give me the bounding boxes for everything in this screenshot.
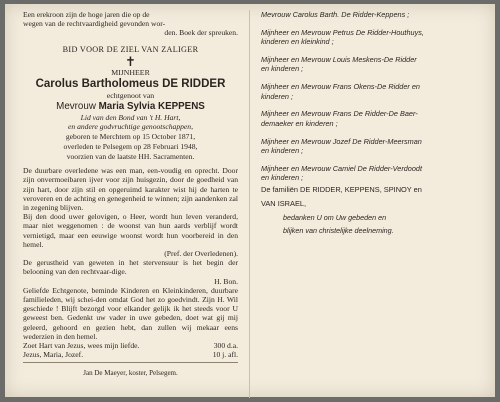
paragraph-farewell: Geliefde Echtgenote, beminde Kinderen en Kleinkinderen, duurbare familieleden, wij schei-den omdat God het zo goedvindt. Zijn H. Wil geschiede ! Blijft bezorgd voor elkander gelijk ik het steeds voor U geweest ben. Gedenkt uw vader in uwe gebeden, doet wat gij mij geleerd, gehoord en gezien hebt, dan zullen wij mekaar eens wederzien in den hemel. [23, 285, 238, 341]
cross-icon: ✝ [125, 53, 136, 69]
indulgence-days: 10 j. afl. [212, 350, 238, 360]
indulgence-text: Jezus, Maria, Jozef. [23, 350, 84, 360]
right-panel [261, 10, 483, 235]
card-fold [249, 10, 250, 398]
conscience-source: H. Bon. [214, 276, 238, 286]
opening-quote-line: Een erekroon zijn de hoge jaren die op de [23, 10, 150, 19]
indulgence-row [23, 350, 238, 359]
left-panel [23, 10, 238, 378]
honorific: MIJNHEER [111, 67, 150, 77]
mourner-line: Mijnheer en Mevrouw Louis Meskens-De Ridder [261, 55, 417, 65]
paragraph-conscience: De gerustheid van geweten in het stervensuur is het begin der belooning van den rechtvaar-dige. [23, 258, 238, 277]
mourner-entry [261, 82, 483, 101]
membership-line: en andere godvruchtige genootschappen, [68, 121, 193, 131]
spouse [23, 101, 238, 113]
mourner-line: demaeker en kinderen ; [261, 118, 338, 128]
date-line: overleden te Pelsegem op 28 Februari 1948, [63, 141, 198, 151]
spouse-prefix: Mevrouw [56, 100, 96, 112]
mourner-line: en kinderen ; [261, 145, 304, 155]
mourner-line: Mijnheer en Mevrouw Petrus De Ridder-Houthuys, [261, 27, 424, 37]
deceased-name: Carolus Bartholomeus DE RIDDER [35, 78, 226, 91]
spouse-name: Maria Sylvia KEPPENS [98, 100, 205, 112]
date-line: voorzien van de laatste HH. Sacramenten. [66, 152, 195, 162]
opening-quote-line: wegen van de rechtvaardigheid gevonden wor- [23, 19, 166, 29]
mourner-entry [261, 137, 483, 156]
indulgence-row [23, 341, 238, 350]
mourner-line: Mijnheer en Mevrouw Frans De Ridder-De Baer- [261, 109, 418, 119]
memorial-card [5, 4, 495, 397]
preface-source: (Pref. der Overledenen). [164, 249, 238, 259]
mourner-line: Mijnheer en Mevrouw Frans Okens-De Ridder en [261, 82, 420, 92]
mourner-line: Mijnheer en Mevrouw Camiel De Ridder-Verdoodt [261, 163, 423, 173]
mourner-line: en kinderen ; [261, 64, 304, 74]
indulgence-text: Zoet Hart van Jezus, wees mijn liefde. [23, 341, 140, 351]
membership-line: Lid van den Bond van 't H. Hart, [80, 112, 181, 122]
mourner-list [261, 10, 483, 182]
divider [23, 362, 238, 363]
mourner-line: kinderen en kleinkind ; [261, 37, 334, 47]
mourner-line: en kinderen ; [261, 173, 304, 183]
prayer-title: BID VOOR DE ZIEL VAN ZALIGER [62, 44, 199, 54]
paragraph-preface: Bij den dood uwer gelovigen, o Heer, wordt hun leven veranderd, maar niet weggenomen : de woonst van hun aards verblijf wordt vernietigd, maar een eeuwige woonst wordt hun voorbereid in den hemel. [23, 212, 238, 249]
mourner-entry [261, 10, 483, 19]
mourner-line: kinderen ; [261, 91, 294, 101]
families-line: De familiën DE RIDDER, KEPPENS, SPINOY en [261, 185, 422, 195]
families-line: VAN ISRAEL, [261, 199, 307, 209]
mourner-entry [261, 28, 483, 47]
thanks-line: bedanken U om Uw gebeden en [283, 213, 387, 223]
mourner-line: Mevrouw Carolus Barth. De Ridder-Keppens ; [261, 10, 410, 19]
paragraph-character: De duurbare overledene was een man, een-voudig en oprecht. Door zijn onvermoeibaren ijver voor zijn huisgezin, door de goedheid van zijn hart, door zijn stil en opgeruimd karakter wist hij de harten te veroveren en de achting en genegenheid te winnen; zijn aandenken zal in zegening blijven. [23, 166, 238, 213]
mourner-entry [261, 55, 483, 74]
indulgence-days: 300 d.a. [213, 341, 238, 351]
mourner-entry [261, 164, 483, 183]
date-line: geboren te Merchtem op 15 October 1871, [65, 131, 196, 141]
printer-credit: Jan De Maeyer, koster, Pelsegem. [83, 369, 178, 378]
mourner-entry [261, 109, 483, 128]
spouse-intro: echtgenoot van [106, 91, 155, 101]
thanks-line: blijken van christelijke deelneming. [283, 225, 394, 235]
quote-source: den. Boek der spreuken. [164, 28, 238, 38]
mourner-line: Mijnheer en Mevrouw Jozef De Ridder-Meersman [261, 136, 422, 146]
